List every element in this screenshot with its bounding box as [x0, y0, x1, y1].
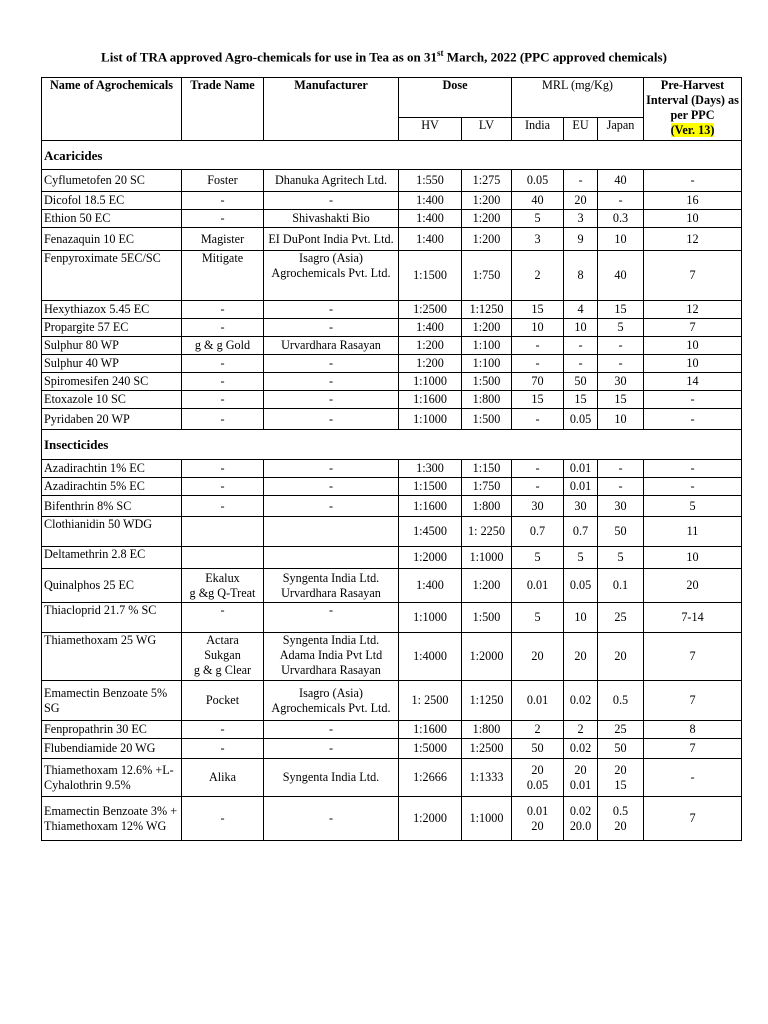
- cell-mrl-eu: 15: [564, 391, 598, 409]
- cell-trade-name: -: [182, 603, 264, 633]
- cell-hv: 1:5000: [399, 739, 462, 759]
- cell-name: Thiamethoxam 25 WG: [42, 633, 182, 681]
- cell-mrl-india: 3: [512, 228, 564, 251]
- table-row: [42, 228, 742, 251]
- cell-hv: 1:200: [399, 355, 462, 373]
- cell-hv: 1: 2500: [399, 681, 462, 721]
- section-heading: Acaricides: [42, 141, 742, 170]
- table-row: [42, 721, 742, 739]
- cell-name: Azadirachtin 1% EC: [42, 460, 182, 478]
- cell-name: Propargite 57 EC: [42, 319, 182, 337]
- cell-mrl-india: -: [512, 355, 564, 373]
- cell-phi: -: [644, 391, 742, 409]
- table-row: [42, 681, 742, 721]
- table-row: [42, 251, 742, 301]
- cell-trade-name: Alika: [182, 759, 264, 797]
- cell-name: Clothianidin 50 WDG: [42, 517, 182, 547]
- table-row: [42, 319, 742, 337]
- cell-mrl-japan: 15: [598, 391, 644, 409]
- cell-mrl-eu: 50: [564, 373, 598, 391]
- cell-manufacturer: Shivashakti Bio: [264, 210, 399, 228]
- cell-hv: 1:2500: [399, 301, 462, 319]
- cell-manufacturer: Isagro (Asia) Agrochemicals Pvt. Ltd.: [264, 251, 399, 301]
- cell-lv: 1: 2250: [462, 517, 512, 547]
- cell-mrl-india: 15: [512, 391, 564, 409]
- cell-lv: 1:200: [462, 569, 512, 603]
- cell-manufacturer: Syngenta India Ltd.: [264, 759, 399, 797]
- cell-manufacturer: -: [264, 460, 399, 478]
- cell-manufacturer: -: [264, 301, 399, 319]
- cell-manufacturer: -: [264, 409, 399, 430]
- cell-phi: 7: [644, 797, 742, 841]
- cell-mrl-eu: 20: [564, 192, 598, 210]
- cell-name: Emamectin Benzoate 3% + Thiamethoxam 12% WG: [42, 797, 182, 841]
- table-row: [42, 337, 742, 355]
- cell-mrl-eu: 0.7: [564, 517, 598, 547]
- header-phi-version: (Ver. 13): [670, 123, 715, 137]
- cell-mrl-japan: 5: [598, 547, 644, 569]
- cell-mrl-eu: -: [564, 170, 598, 192]
- cell-mrl-eu: 2: [564, 721, 598, 739]
- cell-mrl-japan: -: [598, 337, 644, 355]
- cell-lv: 1:200: [462, 228, 512, 251]
- table-row: [42, 192, 742, 210]
- cell-hv: 1:2666: [399, 759, 462, 797]
- cell-phi: -: [644, 460, 742, 478]
- cell-name: Azadirachtin 5% EC: [42, 478, 182, 496]
- cell-hv: 1:1000: [399, 373, 462, 391]
- cell-name: Pyridaben 20 WP: [42, 409, 182, 430]
- cell-phi: 10: [644, 355, 742, 373]
- cell-trade-name: Actara Sukgan g & g Clear: [182, 633, 264, 681]
- cell-manufacturer: Isagro (Asia) Agrochemicals Pvt. Ltd.: [264, 681, 399, 721]
- table-row: [42, 391, 742, 409]
- cell-hv: 1:1600: [399, 391, 462, 409]
- cell-manufacturer: -: [264, 797, 399, 841]
- cell-mrl-eu: 10: [564, 319, 598, 337]
- header-india: India: [512, 118, 564, 141]
- cell-mrl-eu: 0.01: [564, 460, 598, 478]
- cell-lv: 1:1000: [462, 547, 512, 569]
- cell-mrl-india: 20: [512, 633, 564, 681]
- cell-hv: 1:4500: [399, 517, 462, 547]
- cell-hv: 1:400: [399, 228, 462, 251]
- cell-name: Sulphur 40 WP: [42, 355, 182, 373]
- section-heading: Insecticides: [42, 430, 742, 460]
- cell-trade-name: -: [182, 192, 264, 210]
- cell-mrl-japan: 50: [598, 739, 644, 759]
- cell-trade-name: -: [182, 301, 264, 319]
- cell-hv: 1:1600: [399, 721, 462, 739]
- cell-lv: 1:500: [462, 373, 512, 391]
- cell-lv: 1:800: [462, 496, 512, 517]
- cell-manufacturer: -: [264, 355, 399, 373]
- cell-mrl-japan: 30: [598, 373, 644, 391]
- cell-phi: 16: [644, 192, 742, 210]
- cell-lv: 1:750: [462, 478, 512, 496]
- cell-manufacturer: Syngenta India Ltd. Adama India Pvt Ltd Urvardhara Rasayan: [264, 633, 399, 681]
- cell-phi: -: [644, 170, 742, 192]
- cell-mrl-india: 0.01: [512, 569, 564, 603]
- cell-phi: 10: [644, 337, 742, 355]
- cell-hv: 1:2000: [399, 547, 462, 569]
- cell-manufacturer: -: [264, 739, 399, 759]
- cell-manufacturer: -: [264, 496, 399, 517]
- title-rest: March, 2022 (PPC approved chemicals): [443, 49, 667, 65]
- table-row: [42, 478, 742, 496]
- cell-lv: 1:1333: [462, 759, 512, 797]
- cell-mrl-india: 20 0.05: [512, 759, 564, 797]
- cell-phi: 7: [644, 681, 742, 721]
- cell-mrl-eu: 0.02: [564, 739, 598, 759]
- cell-trade-name: Foster: [182, 170, 264, 192]
- cell-lv: 1:100: [462, 355, 512, 373]
- cell-mrl-eu: 9: [564, 228, 598, 251]
- cell-name: Dicofol 18.5 EC: [42, 192, 182, 210]
- table-row: [42, 797, 742, 841]
- cell-mrl-india: 40: [512, 192, 564, 210]
- cell-phi: -: [644, 759, 742, 797]
- table-row: [42, 496, 742, 517]
- cell-mrl-japan: 15: [598, 301, 644, 319]
- cell-mrl-india: -: [512, 478, 564, 496]
- cell-manufacturer: -: [264, 721, 399, 739]
- cell-manufacturer: [264, 517, 399, 547]
- cell-phi: 10: [644, 547, 742, 569]
- cell-mrl-india: 30: [512, 496, 564, 517]
- cell-mrl-japan: 0.1: [598, 569, 644, 603]
- cell-trade-name: -: [182, 391, 264, 409]
- cell-mrl-india: -: [512, 337, 564, 355]
- header-phi: [644, 78, 742, 141]
- cell-mrl-eu: 4: [564, 301, 598, 319]
- table-row: [42, 759, 742, 797]
- cell-mrl-india: 50: [512, 739, 564, 759]
- cell-name: Quinalphos 25 EC: [42, 569, 182, 603]
- cell-trade-name: [182, 517, 264, 547]
- cell-phi: 11: [644, 517, 742, 547]
- cell-name: Fenpropathrin 30 EC: [42, 721, 182, 739]
- table-row: [42, 633, 742, 681]
- cell-name: Thiacloprid 21.7 % SC: [42, 603, 182, 633]
- header-japan: Japan: [598, 118, 644, 141]
- cell-hv: 1:1000: [399, 603, 462, 633]
- table-row: [42, 210, 742, 228]
- table-row: [42, 569, 742, 603]
- table-row: [42, 409, 742, 430]
- cell-phi: 7: [644, 739, 742, 759]
- header-manufacturer: Manufacturer: [264, 78, 399, 141]
- title-main: List of TRA approved Agro-chemicals for use in Tea as on 31: [101, 49, 438, 65]
- cell-mrl-japan: 30: [598, 496, 644, 517]
- cell-mrl-eu: 0.02 20.0: [564, 797, 598, 841]
- cell-mrl-japan: 40: [598, 251, 644, 301]
- cell-mrl-india: -: [512, 460, 564, 478]
- section-row: [42, 430, 742, 460]
- cell-hv: 1:400: [399, 319, 462, 337]
- header-name: Name of Agrochemicals: [42, 78, 182, 141]
- cell-lv: 1:1250: [462, 681, 512, 721]
- cell-name: Etoxazole 10 SC: [42, 391, 182, 409]
- cell-mrl-japan: 25: [598, 721, 644, 739]
- cell-name: Flubendiamide 20 WG: [42, 739, 182, 759]
- cell-lv: 1:150: [462, 460, 512, 478]
- cell-trade-name: Mitigate: [182, 251, 264, 301]
- cell-phi: 10: [644, 210, 742, 228]
- cell-trade-name: -: [182, 373, 264, 391]
- cell-lv: 1:275: [462, 170, 512, 192]
- cell-mrl-japan: -: [598, 192, 644, 210]
- cell-mrl-eu: 0.01: [564, 478, 598, 496]
- cell-lv: 1:1250: [462, 301, 512, 319]
- cell-manufacturer: Syngenta India Ltd. Urvardhara Rasayan: [264, 569, 399, 603]
- cell-name: Sulphur 80 WP: [42, 337, 182, 355]
- table-row: [42, 460, 742, 478]
- cell-hv: 1:550: [399, 170, 462, 192]
- cell-mrl-eu: 5: [564, 547, 598, 569]
- table-row: [42, 373, 742, 391]
- cell-name: Hexythiazox 5.45 EC: [42, 301, 182, 319]
- cell-mrl-japan: -: [598, 460, 644, 478]
- cell-hv: 1:300: [399, 460, 462, 478]
- cell-mrl-eu: 0.02: [564, 681, 598, 721]
- cell-name: Emamectin Benzoate 5% SG: [42, 681, 182, 721]
- cell-lv: 1:800: [462, 391, 512, 409]
- header-dose: Dose: [399, 78, 512, 118]
- cell-phi: -: [644, 409, 742, 430]
- cell-mrl-eu: 20: [564, 633, 598, 681]
- cell-mrl-eu: 3: [564, 210, 598, 228]
- section-row: [42, 141, 742, 170]
- cell-mrl-japan: 20 15: [598, 759, 644, 797]
- cell-manufacturer: -: [264, 478, 399, 496]
- document-title: [0, 48, 768, 65]
- cell-trade-name: g & g Gold: [182, 337, 264, 355]
- cell-lv: 1:2000: [462, 633, 512, 681]
- title-superscript: st: [437, 48, 444, 58]
- cell-phi: 8: [644, 721, 742, 739]
- cell-mrl-eu: 8: [564, 251, 598, 301]
- cell-mrl-japan: 50: [598, 517, 644, 547]
- cell-phi: 7: [644, 633, 742, 681]
- cell-hv: 1:1600: [399, 496, 462, 517]
- cell-mrl-japan: 10: [598, 409, 644, 430]
- cell-mrl-japan: 40: [598, 170, 644, 192]
- cell-hv: 1:200: [399, 337, 462, 355]
- cell-trade-name: -: [182, 319, 264, 337]
- cell-mrl-japan: -: [598, 478, 644, 496]
- cell-mrl-india: 15: [512, 301, 564, 319]
- cell-name: Spiromesifen 240 SC: [42, 373, 182, 391]
- cell-mrl-india: -: [512, 409, 564, 430]
- cell-name: Bifenthrin 8% SC: [42, 496, 182, 517]
- cell-manufacturer: -: [264, 319, 399, 337]
- header-phi-text: Pre-Harvest Interval (Days) as per PPC: [646, 78, 739, 122]
- cell-mrl-japan: -: [598, 355, 644, 373]
- cell-manufacturer: -: [264, 391, 399, 409]
- cell-trade-name: -: [182, 478, 264, 496]
- cell-mrl-india: 70: [512, 373, 564, 391]
- cell-trade-name: [182, 547, 264, 569]
- header-hv: HV: [399, 118, 462, 141]
- cell-lv: 1:200: [462, 319, 512, 337]
- cell-trade-name: Pocket: [182, 681, 264, 721]
- cell-trade-name: Ekalux g &g Q-Treat: [182, 569, 264, 603]
- cell-trade-name: -: [182, 721, 264, 739]
- agrochemicals-table: [41, 77, 742, 841]
- cell-mrl-india: 10: [512, 319, 564, 337]
- table-row: [42, 547, 742, 569]
- cell-lv: 1:500: [462, 409, 512, 430]
- cell-name: Cyflumetofen 20 SC: [42, 170, 182, 192]
- cell-phi: 7: [644, 251, 742, 301]
- cell-mrl-india: 5: [512, 547, 564, 569]
- cell-mrl-india: 0.01 20: [512, 797, 564, 841]
- cell-manufacturer: Dhanuka Agritech Ltd.: [264, 170, 399, 192]
- header-mrl: MRL (mg/Kg): [512, 78, 644, 118]
- cell-mrl-india: 0.05: [512, 170, 564, 192]
- cell-manufacturer: -: [264, 373, 399, 391]
- cell-mrl-india: 0.01: [512, 681, 564, 721]
- table-row: [42, 517, 742, 547]
- cell-manufacturer: Urvardhara Rasayan: [264, 337, 399, 355]
- cell-hv: 1:1500: [399, 478, 462, 496]
- header-lv: LV: [462, 118, 512, 141]
- cell-name: Fenazaquin 10 EC: [42, 228, 182, 251]
- cell-phi: 7: [644, 319, 742, 337]
- table-row: [42, 355, 742, 373]
- cell-trade-name: Magister: [182, 228, 264, 251]
- cell-lv: 1:750: [462, 251, 512, 301]
- cell-mrl-eu: 20 0.01: [564, 759, 598, 797]
- cell-hv: 1:4000: [399, 633, 462, 681]
- cell-hv: 1:400: [399, 192, 462, 210]
- cell-manufacturer: -: [264, 192, 399, 210]
- cell-lv: 1:800: [462, 721, 512, 739]
- cell-trade-name: -: [182, 409, 264, 430]
- cell-name: Fenpyroximate 5EC/SC: [42, 251, 182, 301]
- cell-mrl-india: 0.7: [512, 517, 564, 547]
- table-row: [42, 301, 742, 319]
- cell-mrl-eu: 10: [564, 603, 598, 633]
- cell-lv: 1:200: [462, 192, 512, 210]
- cell-lv: 1:200: [462, 210, 512, 228]
- cell-mrl-eu: 0.05: [564, 409, 598, 430]
- cell-mrl-eu: -: [564, 355, 598, 373]
- cell-trade-name: -: [182, 496, 264, 517]
- cell-trade-name: -: [182, 797, 264, 841]
- cell-manufacturer: -: [264, 603, 399, 633]
- cell-trade-name: -: [182, 739, 264, 759]
- cell-mrl-japan: 0.5: [598, 681, 644, 721]
- header-trade-name: Trade Name: [182, 78, 264, 141]
- cell-mrl-eu: 0.05: [564, 569, 598, 603]
- cell-mrl-japan: 25: [598, 603, 644, 633]
- cell-manufacturer: [264, 547, 399, 569]
- cell-trade-name: -: [182, 210, 264, 228]
- cell-mrl-eu: -: [564, 337, 598, 355]
- cell-lv: 1:1000: [462, 797, 512, 841]
- cell-hv: 1:400: [399, 210, 462, 228]
- cell-lv: 1:100: [462, 337, 512, 355]
- cell-mrl-eu: 30: [564, 496, 598, 517]
- table-row: [42, 603, 742, 633]
- cell-lv: 1:2500: [462, 739, 512, 759]
- cell-phi: 20: [644, 569, 742, 603]
- cell-phi: 5: [644, 496, 742, 517]
- cell-hv: 1:400: [399, 569, 462, 603]
- header-eu: EU: [564, 118, 598, 141]
- cell-mrl-japan: 5: [598, 319, 644, 337]
- cell-mrl-india: 5: [512, 210, 564, 228]
- cell-hv: 1:1000: [399, 409, 462, 430]
- cell-name: Thiamethoxam 12.6% +L- Cyhalothrin 9.5%: [42, 759, 182, 797]
- cell-phi: -: [644, 478, 742, 496]
- cell-mrl-japan: 0.5 20: [598, 797, 644, 841]
- cell-phi: 12: [644, 301, 742, 319]
- table-row: [42, 170, 742, 192]
- cell-manufacturer: EI DuPont India Pvt. Ltd.: [264, 228, 399, 251]
- table-row: [42, 739, 742, 759]
- cell-name: Deltamethrin 2.8 EC: [42, 547, 182, 569]
- cell-hv: 1:1500: [399, 251, 462, 301]
- cell-mrl-japan: 0.3: [598, 210, 644, 228]
- cell-name: Ethion 50 EC: [42, 210, 182, 228]
- cell-phi: 12: [644, 228, 742, 251]
- cell-mrl-india: 2: [512, 251, 564, 301]
- cell-mrl-japan: 20: [598, 633, 644, 681]
- cell-trade-name: -: [182, 355, 264, 373]
- cell-hv: 1:2000: [399, 797, 462, 841]
- cell-mrl-japan: 10: [598, 228, 644, 251]
- cell-mrl-india: 2: [512, 721, 564, 739]
- cell-phi: 7-14: [644, 603, 742, 633]
- cell-phi: 14: [644, 373, 742, 391]
- cell-mrl-india: 5: [512, 603, 564, 633]
- table-body: [42, 141, 742, 841]
- cell-lv: 1:500: [462, 603, 512, 633]
- cell-trade-name: -: [182, 460, 264, 478]
